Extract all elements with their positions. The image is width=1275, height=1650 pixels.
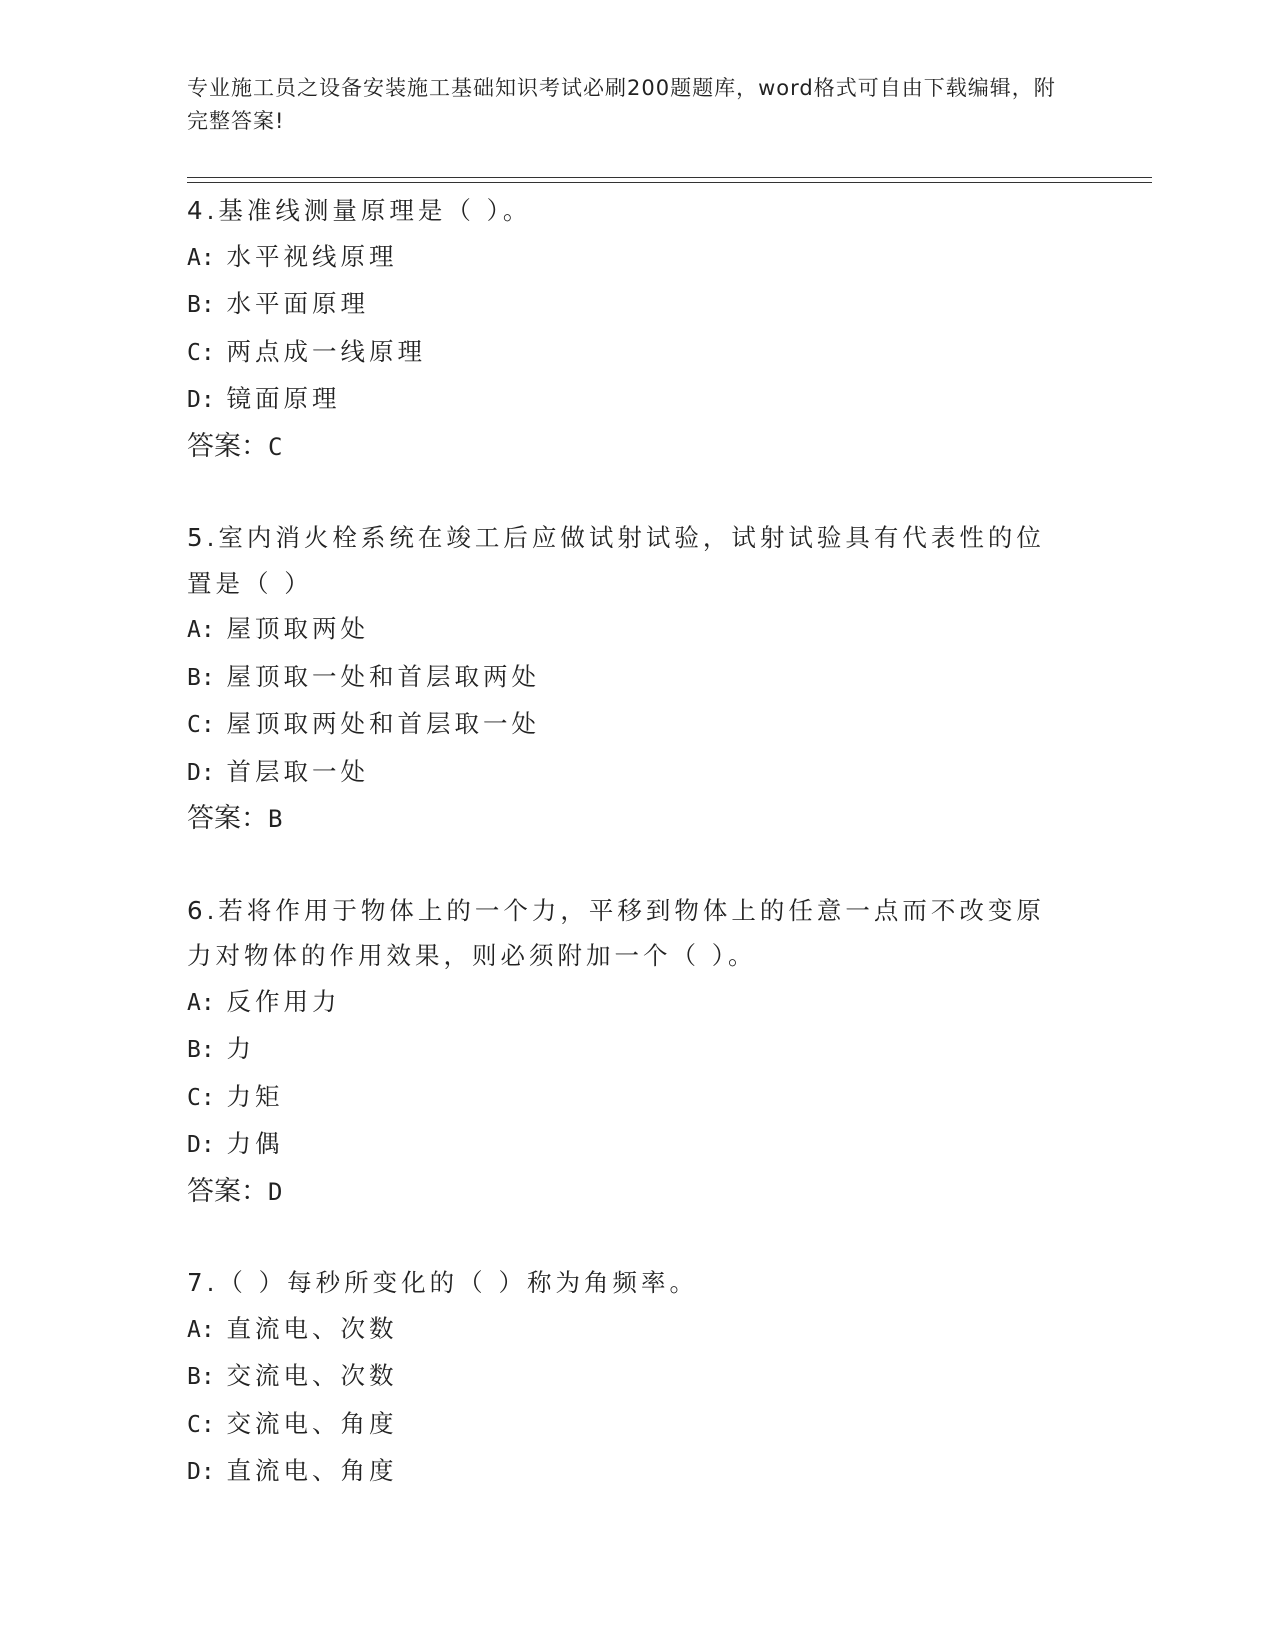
question-stem xyxy=(187,1260,1057,1306)
option-text: 交流电、角度 xyxy=(226,1408,398,1438)
option-key: A: xyxy=(187,617,215,643)
option-text: 直流电、次数 xyxy=(226,1313,398,1343)
option-text: 力 xyxy=(226,1034,255,1063)
question-number: 5. xyxy=(187,523,219,552)
question-text: （ ）每秒所变化的（ ）称为角频率。 xyxy=(218,1268,698,1297)
answer-label: 答案： xyxy=(187,430,268,462)
option-key: A: xyxy=(187,244,215,271)
question-stem xyxy=(187,888,1057,979)
question-7 xyxy=(187,1260,1087,1496)
option-d xyxy=(187,376,1087,424)
question-text: 基准线测量原理是（ ）。 xyxy=(218,196,532,225)
question-number: 7. xyxy=(187,1268,219,1297)
question-4 xyxy=(187,188,1087,470)
option-c xyxy=(187,1074,1087,1122)
option-key: B: xyxy=(187,1037,215,1063)
answer-label: 答案： xyxy=(187,803,268,834)
option-key: B: xyxy=(187,1364,215,1390)
option-b xyxy=(187,654,1087,702)
option-key: B: xyxy=(187,664,215,691)
option-text: 力偶 xyxy=(226,1129,284,1158)
option-key: C: xyxy=(187,1411,215,1438)
option-a xyxy=(187,979,1087,1027)
option-d xyxy=(187,1448,1087,1496)
option-c xyxy=(187,1401,1087,1449)
option-key: C: xyxy=(187,339,215,366)
header-rule-top xyxy=(187,177,1152,178)
option-text: 镜面原理 xyxy=(226,384,341,413)
option-key: A: xyxy=(187,989,215,1016)
answer-value: D xyxy=(268,1177,283,1206)
option-a xyxy=(187,606,1087,654)
option-c xyxy=(187,329,1087,377)
question-6 xyxy=(187,888,1087,1216)
question-list xyxy=(187,188,1087,1541)
question-text: 室内消火栓系统在竣工后应做试射试验，试射试验具有代表性的位置是（ ） xyxy=(187,523,1045,598)
option-key: C: xyxy=(187,1084,215,1111)
option-text: 屋顶取两处和首层取一处 xyxy=(226,709,540,738)
option-key: D: xyxy=(187,387,215,413)
option-text: 屋顶取两处 xyxy=(226,614,369,643)
option-d xyxy=(187,749,1087,797)
option-a xyxy=(187,234,1087,282)
answer-line xyxy=(187,796,1087,843)
option-d xyxy=(187,1121,1087,1169)
option-b xyxy=(187,1353,1087,1401)
option-key: B: xyxy=(187,292,215,318)
answer-value: C xyxy=(268,432,283,461)
option-text: 反作用力 xyxy=(226,986,341,1016)
option-key: D: xyxy=(187,759,215,786)
answer-value: B xyxy=(268,805,283,833)
option-text: 屋顶取一处和首层取两处 xyxy=(226,661,540,691)
option-c xyxy=(187,701,1087,749)
option-text: 交流电、次数 xyxy=(226,1361,398,1390)
option-key: D: xyxy=(187,1459,215,1485)
question-text: 若将作用于物体上的一个力，平移到物体上的任意一点而不改变原力对物体的作用效果，则必须附加一个（ ）。 xyxy=(187,895,1045,970)
option-text: 直流电、角度 xyxy=(226,1456,398,1485)
answer-line xyxy=(187,1169,1087,1216)
option-text: 力矩 xyxy=(226,1081,284,1111)
question-5 xyxy=(187,515,1087,843)
option-b xyxy=(187,1026,1087,1074)
question-number: 4. xyxy=(187,196,219,225)
option-text: 首层取一处 xyxy=(226,756,369,786)
question-stem xyxy=(187,515,1057,606)
option-text: 水平视线原理 xyxy=(226,241,398,271)
option-b xyxy=(187,281,1087,329)
document-header: 专业施工员之设备安装施工基础知识考试必刷200题题库，word格式可自由下载编辑，附完整答案! xyxy=(187,76,1056,133)
answer-label: 答案： xyxy=(187,1175,268,1207)
option-text: 水平面原理 xyxy=(226,289,369,318)
option-key: C: xyxy=(187,712,215,738)
option-key: A: xyxy=(187,1316,215,1343)
question-number: 6. xyxy=(187,895,219,925)
option-a xyxy=(187,1306,1087,1354)
header-rule-bottom xyxy=(187,182,1152,183)
option-key: D: xyxy=(187,1132,215,1158)
option-text: 两点成一线原理 xyxy=(226,336,426,366)
question-stem xyxy=(187,188,1057,234)
answer-line xyxy=(187,424,1087,471)
